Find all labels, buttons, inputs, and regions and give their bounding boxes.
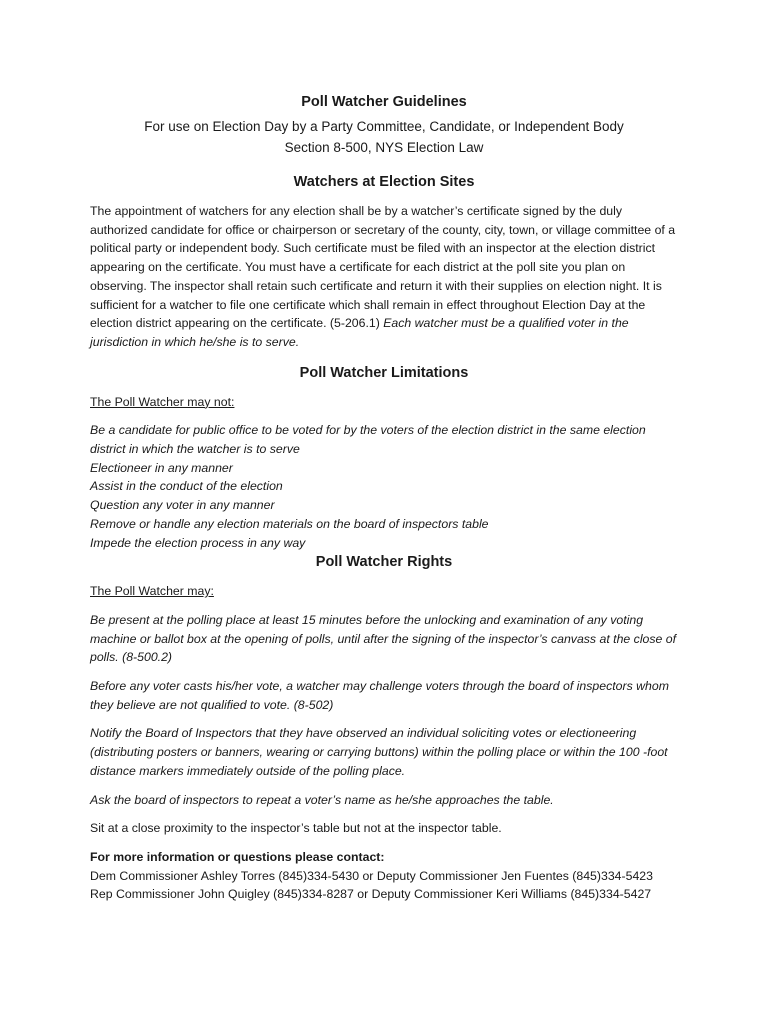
limitation-item: Impede the election process in any way: [90, 535, 306, 550]
right-item-last: Sit at a close proximity to the inspector’s table but not at the inspector table.: [90, 821, 502, 836]
limitations-heading: Poll Watcher Limitations: [299, 364, 469, 381]
rights-heading: Poll Watcher Rights: [315, 554, 453, 571]
watchers-paragraph: [90, 202, 678, 352]
contact-block: [90, 848, 678, 904]
document-law-reference: Section 8-500, NYS Election Law: [284, 140, 484, 155]
right-item: Ask the board of inspectors to repeat a voter’s name as he/she approaches the table.: [90, 792, 554, 807]
watchers-body-text: The appointment of watchers for any election shall be by a watcher’s certificate signed by the duly authorized candidate for office or chairperson or secretary of the county, city, town, or village committee of a political party or independent body. Such certificate must be filed with an inspector at the election district appearing on the certificate. You must have a certificate for each district at the poll site you plan on observing. The inspector shall retain such certificate and return it with their supplies on election night. It is sufficient for a watcher to file one certificate which shall remain in effect throughout Election Day at the election district appearing on the certificate. (5-206.1): [90, 204, 676, 331]
watchers-body-italic: Each watcher must be a qualified voter in the jurisdiction in which he/she is to serve.: [90, 316, 629, 349]
limitations-list: [90, 421, 678, 552]
limitations-intro: The Poll Watcher may not:: [90, 394, 235, 409]
document-title: Poll Watcher Guidelines: [301, 94, 467, 110]
rights-intro: The Poll Watcher may:: [90, 584, 214, 599]
limitation-item: Electioneer in any manner: [90, 460, 233, 475]
right-item: Before any voter casts his/her vote, a watcher may challenge voters through the board of inspectors whom they believe are not qualified to vote. (8-502): [90, 679, 669, 712]
contact-rep-line: Rep Commissioner John Quigley (845)334-8287 or Deputy Commissioner Keri Williams (845)334-5427: [90, 887, 652, 902]
limitation-item: Question any voter in any manner: [90, 498, 275, 513]
limitation-item: Remove or handle any election materials on the board of inspectors table: [90, 516, 489, 531]
contact-label: For more information or questions please contact:: [90, 849, 385, 864]
document-subtitle: For use on Election Day by a Party Committee, Candidate, or Independent Body: [144, 119, 624, 134]
right-item: Notify the Board of Inspectors that they have observed an individual soliciting votes or electioneering (distributing posters or banners, wearing or carrying buttons) within the polling place or within the 100 -foot distance markers immediately outside of the polling place.: [90, 726, 668, 778]
limitation-item: Assist in the conduct of the election: [90, 479, 283, 494]
watchers-heading: Watchers at Election Sites: [293, 174, 475, 190]
right-item: Be present at the polling place at least 15 minutes before the unlocking and examination of any voting machine or ballot box at the opening of polls, until after the signing of the inspector’s canvass at the close of polls. (8-500.2): [90, 612, 677, 665]
limitation-item: Be a candidate for public office to be voted for by the voters of the election district in the same election district in which the watcher is to serve: [90, 423, 646, 457]
contact-dem-line: Dem Commissioner Ashley Torres (845)334-5430 or Deputy Commissioner Jen Fuentes (845)334-5423: [90, 868, 653, 883]
rights-list: [90, 611, 678, 838]
